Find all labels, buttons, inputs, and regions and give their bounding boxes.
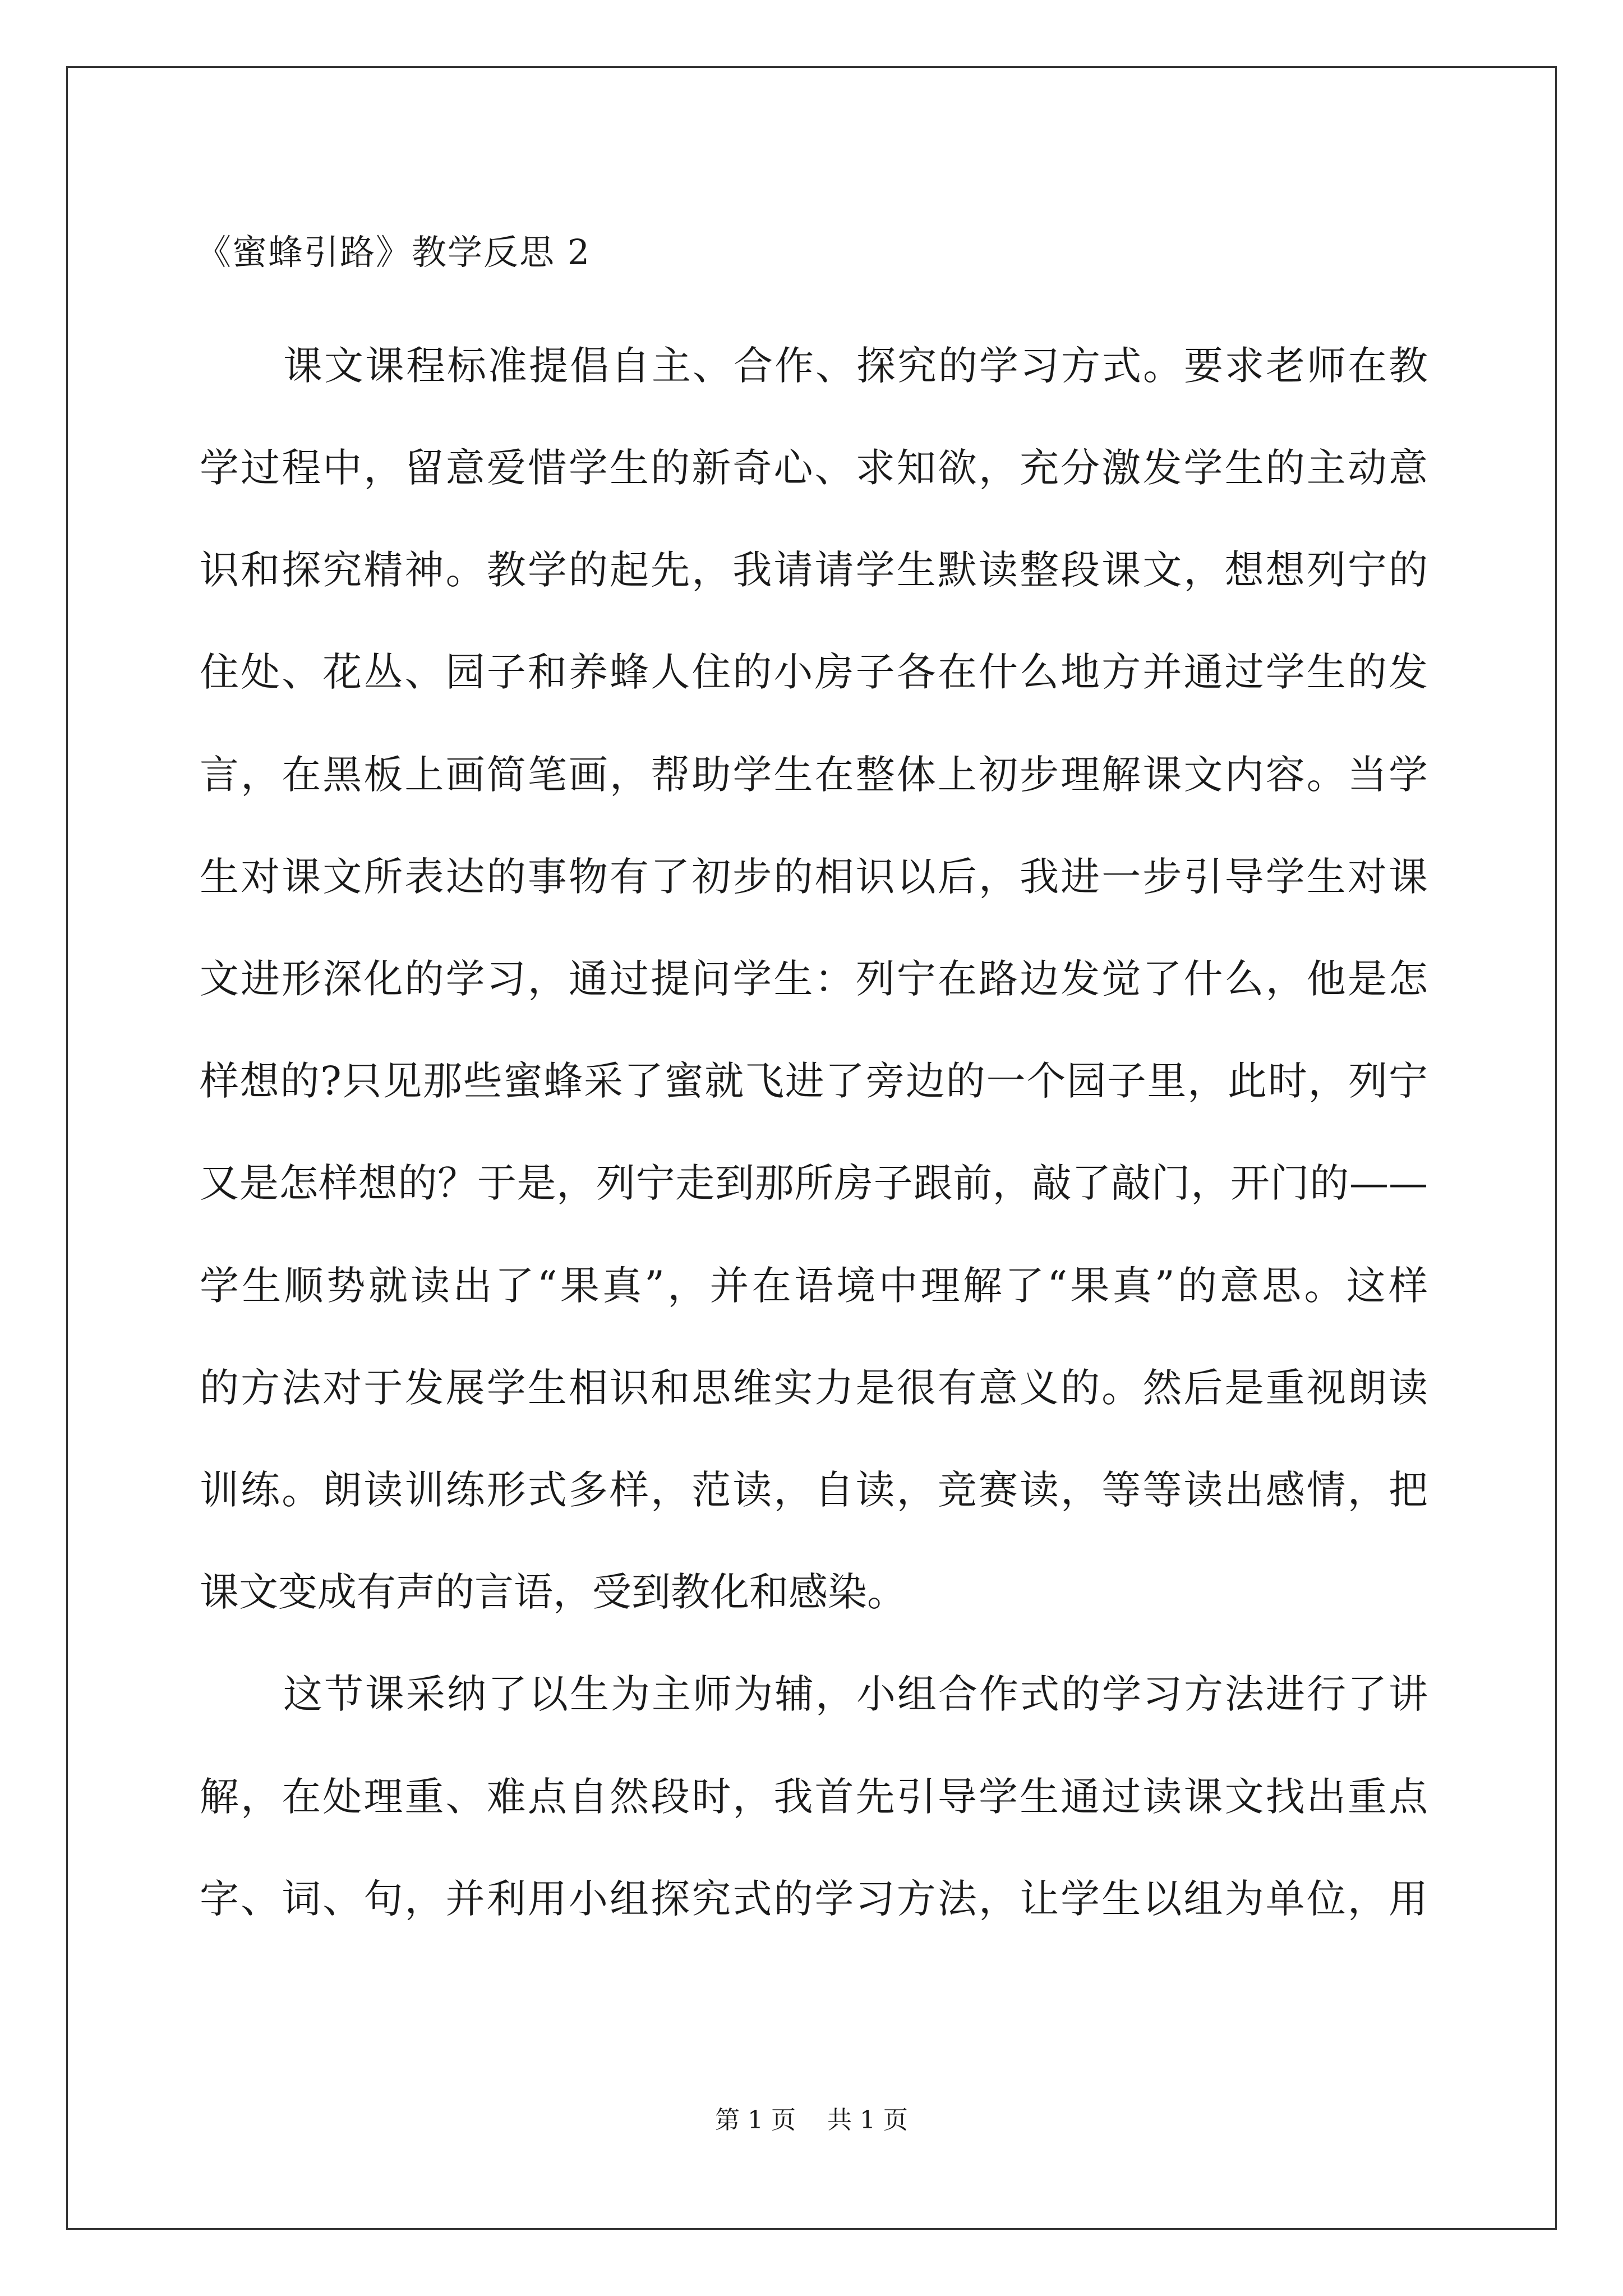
paragraph-2-line-3: 字、词、句，并利用小组探究式的学习方法，让学生以组为单位，用 — [200, 1876, 1428, 1922]
paragraph-1-line-6: 生对课文所表达的事物有了初步的相识以后，我进一步引导学生对课 — [200, 854, 1428, 900]
paragraph-1-line-11: 的方法对于发展学生相识和思维实力是很有意义的。然后是重视朗读 — [200, 1365, 1428, 1411]
paragraph-1-line-2: 学过程中，留意爱惜学生的新奇心、求知欲，充分激发学生的主动意 — [200, 445, 1428, 491]
paragraph-1-line-7: 文进形深化的学习，通过提问学生：列宁在路边发觉了什么，他是怎 — [200, 956, 1428, 1002]
paragraph-1-line-5: 言，在黑板上画简笔画，帮助学生在整体上初步理解课文内容。当学 — [200, 752, 1428, 798]
paragraph-2-line-2: 解，在处理重、难点自然段时，我首先引导学生通过读课文找出重点 — [200, 1774, 1428, 1820]
paragraph-1-line-8: 样想的?只见那些蜜蜂采了蜜就飞进了旁边的一个园子里，此时，列宁 — [200, 1058, 1428, 1104]
paragraph-1-line-9: 又是怎样想的？于是，列宁走到那所房子跟前，敲了敲门，开门的—— — [200, 1160, 1428, 1206]
paragraph-1-line-12: 训练。朗读训练形式多样，范读，自读，竞赛读，等等读出感情，把 — [200, 1467, 1428, 1513]
paragraph-2-line-1: 这节课采纳了以生为主师为辅，小组合作式的学习方法进行了讲 — [283, 1671, 1428, 1717]
page-footer: 第 1 页 共 1 页 — [715, 2106, 908, 2134]
paragraph-1-line-13: 课文变成有声的言语，受到教化和感染。 — [200, 1569, 906, 1615]
paragraph-1-line-3: 识和探究精神。教学的起先，我请请学生默读整段课文，想想列宁的 — [200, 547, 1428, 593]
document-title: 《蜜蜂引路》教学反思 2 — [196, 232, 591, 273]
paragraph-1-line-10: 学生顺势就读出了“果真”，并在语境中理解了“果真”的意思。这样 — [200, 1263, 1428, 1309]
paragraph-1-line-4: 住处、花丛、园子和养蜂人住的小房子各在什么地方并通过学生的发 — [200, 649, 1428, 695]
paragraph-1-line-1: 课文课程标准提倡自主、合作、探究的学习方式。要求老师在教 — [283, 343, 1428, 389]
